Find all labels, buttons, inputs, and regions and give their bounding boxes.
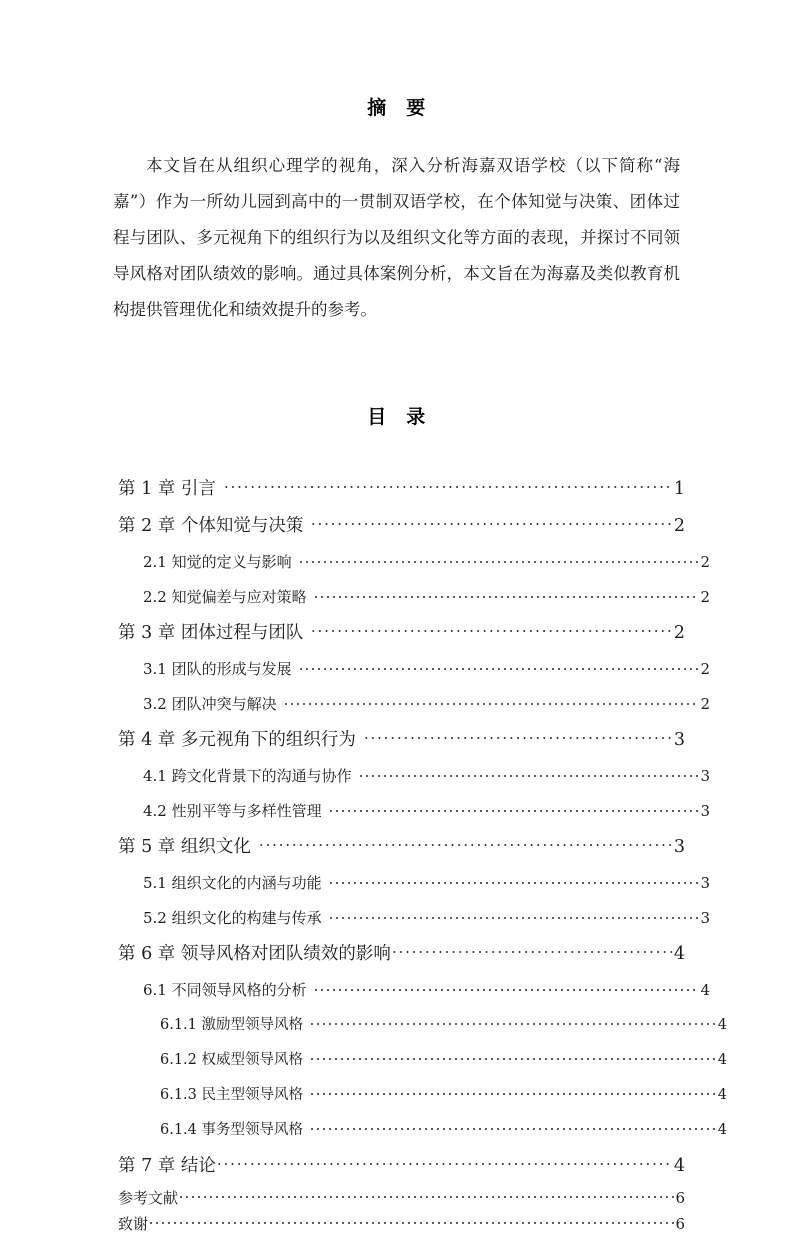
toc-entry[interactable] [118,471,685,508]
toc-dot-leader [258,835,673,853]
toc-entry-label: 6.1.1 激励型领导风格 [160,1017,304,1033]
toc-dot-leader [313,980,700,995]
toc-entry[interactable] [143,901,710,936]
toc-entry-label: 6.1.3 民主型领导风格 [160,1087,304,1103]
toc-entry-page-number: 3 [700,874,710,892]
toc-entry-label: 4.2 性别平等与多样性管理 [143,802,322,820]
toc-entry-label: 致谢 [118,1215,149,1233]
toc-entry[interactable] [118,1185,685,1211]
toc-dot-leader [328,801,700,816]
toc-entry-label: 6.1 不同领导风格的分析 [143,981,307,999]
toc-entry-label: 2.2 知觉偏差与应对策略 [143,588,307,606]
toc-dot-leader [223,477,673,495]
toc-dot-leader [391,942,673,960]
abstract-heading: 摘 要 [367,97,426,119]
toc-entry[interactable] [118,1148,685,1185]
toc-dot-leader [216,1154,673,1172]
toc-dot-leader [310,621,673,639]
toc-entry-page-number: 4 [717,1017,727,1033]
toc-entry-page-number: 6 [675,1189,685,1207]
toc-entry-label: 参考文献 [118,1189,179,1207]
toc-entry[interactable] [143,794,710,829]
toc-entry-label: 第 3 章 团体过程与团队 [118,623,304,643]
toc-entry-label: 3.1 团队的形成与发展 [143,660,292,678]
toc-entry-label: 4.1 跨文化背景下的沟通与协作 [143,767,352,785]
toc-entry-page-number: 4 [700,981,710,999]
toc-entry-label: 6.1.2 权威型领导风格 [160,1052,304,1068]
table-of-contents [113,471,727,1237]
toc-entry[interactable] [143,973,710,1008]
toc-dot-leader [313,587,700,602]
toc-dot-leader [310,514,673,532]
toc-entry[interactable] [143,866,710,901]
abstract-paragraph: 本文旨在从组织心理学的视角，深入分析海嘉双语学校（以下简称“海嘉”）作为一所幼儿园到高中的一贯制双语学校，在个体知觉与决策、团体过程与团队、多元视角下的组织行为以及组织文化等方面的表现，并探讨不同领导风格对团队绩效的影响。通过具体案例分析，本文旨在为海嘉及类似教育机构提供管理优化和绩效提升的参考。 [113,156,680,319]
toc-entry-page-number: 4 [717,1052,727,1068]
toc-dot-leader [148,1214,674,1229]
toc-entry-label: 第 5 章 组织文化 [118,837,251,857]
toc-entry-page-number: 4 [717,1122,727,1138]
toc-entry[interactable] [143,759,710,794]
toc-entry-page-number: 2 [700,695,710,713]
toc-entry[interactable] [143,652,710,687]
toc-entry-page-number: 2 [700,588,710,606]
toc-entry-page-number: 1 [673,479,685,499]
toc-entry[interactable] [143,687,710,722]
toc-dot-leader [283,694,700,709]
toc-entry[interactable] [143,545,710,580]
toc-entry-label: 6.1.4 事务型领导风格 [160,1122,304,1138]
toc-entry-label: 第 6 章 领导风格对团队绩效的影响 [118,944,391,964]
toc-entry-page-number: 4 [717,1087,727,1103]
toc-entry[interactable] [118,722,685,759]
toc-entry[interactable] [118,829,685,866]
toc-entry-page-number: 4 [673,1156,685,1176]
toc-entry-label: 3.2 团队冲突与解决 [143,695,277,713]
toc-entry-page-number: 4 [673,944,685,964]
toc-dot-leader [309,1015,717,1030]
toc-entry-page-number: 2 [673,516,685,536]
toc-entry[interactable] [118,615,685,652]
toc-entry[interactable] [160,1008,727,1043]
toc-dot-leader [363,728,673,746]
toc-entry[interactable] [160,1043,727,1078]
toc-entry[interactable] [118,508,685,545]
toc-entry[interactable] [160,1113,727,1148]
toc-entry-page-number: 3 [700,909,710,927]
toc-dot-leader [328,873,700,888]
toc-dot-leader [309,1120,717,1135]
toc-entry-label: 第 2 章 个体知觉与决策 [118,516,304,536]
toc-entry-page-number: 2 [700,553,710,571]
toc-entry-page-number: 3 [673,730,685,750]
toc-entry-label: 5.1 组织文化的内涵与功能 [143,874,322,892]
toc-dot-leader [298,552,700,567]
toc-entry[interactable] [118,1211,685,1237]
toc-entry[interactable] [143,580,710,615]
toc-dot-leader [309,1050,717,1065]
toc-dot-leader [358,766,700,781]
toc-entry-label: 5.2 组织文化的构建与传承 [143,909,322,927]
toc-dot-leader [328,908,700,923]
toc-entry-label: 第 7 章 结论 [118,1156,216,1176]
toc-entry-page-number: 3 [673,837,685,857]
toc-entry-label: 第 1 章 引言 [118,479,216,499]
toc-entry-label: 2.1 知觉的定义与影响 [143,553,292,571]
toc-entry-page-number: 6 [675,1215,685,1233]
toc-entry-page-number: 3 [700,802,710,820]
toc-dot-leader [178,1188,674,1203]
toc-entry-page-number: 2 [673,623,685,643]
page-content [113,0,727,1237]
toc-entry-label: 第 4 章 多元视角下的组织行为 [118,730,356,750]
toc-entry-page-number: 2 [700,660,710,678]
toc-entry[interactable] [160,1078,727,1113]
toc-entry-page-number: 3 [700,767,710,785]
toc-heading: 目 录 [367,406,426,428]
toc-entry[interactable] [118,936,685,973]
toc-dot-leader [298,659,700,674]
toc-dot-leader [309,1085,717,1100]
